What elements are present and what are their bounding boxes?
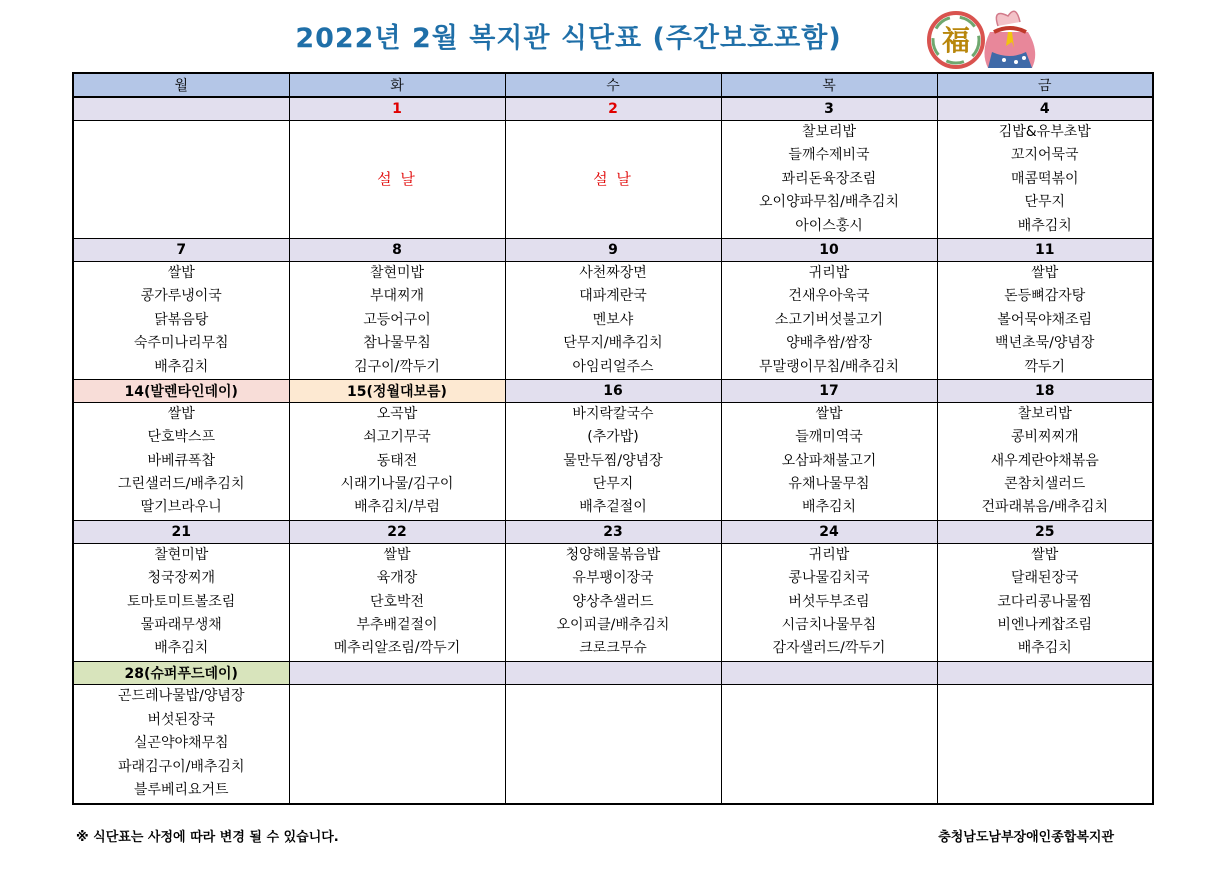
date-cell: 18 <box>937 379 1153 402</box>
menu-item: 그린샐러드/배추김치 <box>118 476 245 493</box>
menu-item: 비엔나케찹조림 <box>997 617 1093 634</box>
menu-cell <box>505 402 721 520</box>
menu-cell <box>73 121 289 239</box>
logo-character: 福 <box>941 24 971 57</box>
menu-item: 아임리얼주스 <box>572 358 654 375</box>
menu-item: 실곤약야채무침 <box>133 735 229 752</box>
page-title: 2022년 2월 복지관 식단표 (주간보호포함) <box>295 23 842 54</box>
menu-item: 쌀밥 <box>1031 546 1059 563</box>
menu-cell <box>289 261 505 379</box>
menu-item: 오이양파무침/배추김치 <box>759 194 899 211</box>
menu-item: 유채나물무침 <box>788 476 870 493</box>
date-row <box>73 379 1153 402</box>
menu-item: 토마토미트볼조림 <box>127 593 236 610</box>
menu-row <box>73 402 1153 520</box>
footnote: ※ 식단표는 사정에 따라 변경 될 수 있습니다. <box>76 830 339 845</box>
weekday-fri: 금 <box>937 73 1153 97</box>
menu-item: 귀리밥 <box>808 264 850 281</box>
menu-item: 쇠고기무국 <box>363 429 431 446</box>
menu-item: 딸기브라우니 <box>140 499 222 516</box>
weekday-thu: 목 <box>721 73 937 97</box>
menu-item: 청양해물볶음밥 <box>565 546 661 563</box>
menu-item: 건파래볶음/배추김치 <box>981 499 1108 516</box>
menu-item: 숙주미나리무침 <box>133 335 229 352</box>
menu-cell <box>289 402 505 520</box>
date-cell: 9 <box>505 238 721 261</box>
menu-item: 배추김치 <box>801 499 857 516</box>
menu-item: 참나물무침 <box>363 335 431 352</box>
menu-item: 대파계란국 <box>579 288 647 305</box>
weekday-tue: 화 <box>289 73 505 97</box>
date-cell: 16 <box>505 379 721 402</box>
menu-item: 달래된장국 <box>1010 570 1079 587</box>
menu-item: 육개장 <box>376 570 418 587</box>
menu-item: 시래기나물/김구이 <box>340 476 454 493</box>
menu-item: 코다리콩나물찜 <box>997 593 1093 610</box>
menu-cell <box>721 543 937 661</box>
date-cell: 21 <box>73 520 289 543</box>
date-cell <box>937 661 1153 684</box>
date-cell: 2 <box>505 97 721 121</box>
menu-item: 설 날 <box>593 169 633 188</box>
weekday-wed: 수 <box>505 73 721 97</box>
menu-item: 유부팽이장국 <box>572 570 654 587</box>
menu-cell <box>73 684 289 804</box>
menu-item: 동태전 <box>376 452 418 469</box>
menu-item: 바베큐폭찹 <box>147 452 216 469</box>
menu-cell <box>937 684 1153 804</box>
date-cell: 10 <box>721 238 937 261</box>
menu-item: 건새우아욱국 <box>788 288 870 305</box>
menu-item: 바지락칼국수 <box>572 405 654 422</box>
menu-item: 오삼파채불고기 <box>781 452 877 469</box>
menu-item: 단무지/배추김치 <box>563 335 663 352</box>
menu-cell <box>721 402 937 520</box>
menu-item: 매콤떡볶이 <box>1010 170 1079 187</box>
menu-item: 아이스홍시 <box>795 217 863 234</box>
menu-cell <box>505 684 721 804</box>
menu-item: 쌀밥 <box>167 405 195 422</box>
date-cell <box>721 661 937 684</box>
menu-table <box>72 72 1154 805</box>
date-cell: 7 <box>73 238 289 261</box>
menu-item: 감자샐러드/깍두기 <box>772 640 886 657</box>
menu-item: 배추겉절이 <box>579 499 647 516</box>
menu-item: 배추김치 <box>154 640 209 657</box>
date-cell: 4 <box>937 97 1153 121</box>
menu-item: 청국장찌개 <box>147 570 216 587</box>
organization-name: 충청남도남부장애인종합복지관 <box>938 830 1114 845</box>
menu-cell <box>937 402 1153 520</box>
menu-item: 돈등뼈감자탕 <box>1004 288 1086 305</box>
menu-item: 무말랭이무침/배추김치 <box>759 358 899 375</box>
menu-cell <box>721 261 937 379</box>
menu-item: 배추김치/부럼 <box>354 499 440 516</box>
menu-item: 오곡밥 <box>376 405 418 422</box>
menu-item: 귀리밥 <box>808 546 850 563</box>
menu-item: 멘보샤 <box>592 311 634 328</box>
menu-item: 들깨수제비국 <box>788 147 870 164</box>
holiday-cell <box>289 121 505 239</box>
menu-item: 블루베리요거트 <box>133 781 229 798</box>
menu-cell <box>937 121 1153 239</box>
date-cell: 3 <box>721 97 937 121</box>
date-cell: 8 <box>289 238 505 261</box>
menu-item: 고등어구이 <box>363 311 431 328</box>
menu-item: 메추리알조림/깍두기 <box>333 640 461 657</box>
menu-cell <box>937 261 1153 379</box>
menu-item: 찰현미밥 <box>369 264 425 281</box>
weekday-header-row <box>73 73 1153 97</box>
menu-item: 찰보리밥 <box>1017 405 1072 422</box>
weekday-mon: 월 <box>73 73 289 97</box>
menu-cell <box>505 543 721 661</box>
menu-item: 배추김치 <box>1017 640 1072 657</box>
menu-item: (추가밥) <box>587 429 639 446</box>
menu-cell <box>721 684 937 804</box>
date-cell <box>73 97 289 121</box>
date-cell <box>505 661 721 684</box>
menu-row <box>73 684 1153 804</box>
menu-cell <box>73 543 289 661</box>
date-cell: 22 <box>289 520 505 543</box>
menu-item: 단무지 <box>1024 194 1066 211</box>
menu-cell <box>73 261 289 379</box>
menu-item: 볼어묵야채조림 <box>997 311 1093 328</box>
menu-item: 콩비찌찌개 <box>1010 429 1079 446</box>
menu-item: 백년초묵/양념장 <box>995 335 1095 352</box>
menu-cell <box>73 402 289 520</box>
menu-row <box>73 121 1153 239</box>
menu-cell <box>289 543 505 661</box>
date-row <box>73 238 1153 261</box>
menu-item: 양배추쌈/쌈장 <box>786 335 872 352</box>
menu-item: 양상추샐러드 <box>572 593 654 610</box>
menu-cell <box>721 121 937 239</box>
menu-item: 들깨미역국 <box>795 429 863 446</box>
date-cell-valentine: 14(발렌타인데이) <box>73 379 289 402</box>
menu-item: 설 날 <box>377 169 417 188</box>
menu-item: 사천짜장면 <box>579 264 647 281</box>
date-cell-superfood: 28(슈퍼푸드데이) <box>73 661 289 684</box>
menu-cell <box>937 543 1153 661</box>
menu-item: 단무지 <box>592 476 634 493</box>
menu-item: 크로크무슈 <box>579 640 647 657</box>
date-cell: 17 <box>721 379 937 402</box>
menu-item: 꼬지어묵국 <box>1010 147 1079 164</box>
menu-item: 깍두기 <box>1024 358 1066 375</box>
date-cell: 24 <box>721 520 937 543</box>
fortune-bag-icon <box>920 2 1040 74</box>
date-row <box>73 520 1153 543</box>
menu-item: 찰현미밥 <box>154 546 209 563</box>
menu-item: 콩나물김치국 <box>788 570 870 587</box>
menu-row <box>73 261 1153 379</box>
date-cell: 25 <box>937 520 1153 543</box>
menu-item: 부대찌개 <box>369 288 425 305</box>
menu-item: 쌀밥 <box>815 405 843 422</box>
menu-item: 닭볶음탕 <box>154 311 209 328</box>
menu-item: 파래김구이/배추김치 <box>118 758 245 775</box>
menu-item: 쌀밥 <box>167 264 195 281</box>
date-cell: 1 <box>289 97 505 121</box>
menu-item: 꽈리돈육장조림 <box>781 170 877 187</box>
date-cell: 11 <box>937 238 1153 261</box>
menu-item: 찰보리밥 <box>801 124 857 140</box>
menu-item: 쌀밥 <box>383 546 411 563</box>
menu-item: 소고기버섯불고기 <box>774 311 884 328</box>
menu-cell <box>505 261 721 379</box>
menu-item: 오이피클/배추김치 <box>556 617 670 634</box>
date-cell-daeboreum: 15(정월대보름) <box>289 379 505 402</box>
date-cell <box>289 661 505 684</box>
menu-item: 배추김치 <box>154 358 209 375</box>
menu-item: 배추김치 <box>1017 217 1072 234</box>
holiday-cell <box>505 121 721 239</box>
date-row <box>73 661 1153 684</box>
menu-item: 김밥&유부초밥 <box>998 124 1091 140</box>
date-cell: 23 <box>505 520 721 543</box>
menu-item: 김구이/깍두기 <box>354 358 440 375</box>
menu-item: 단호박전 <box>369 593 425 610</box>
menu-item: 콩가루냉이국 <box>140 288 222 305</box>
menu-item: 새우계란야채볶음 <box>990 452 1099 469</box>
menu-item: 쌀밥 <box>1031 264 1059 281</box>
menu-row <box>73 543 1153 661</box>
menu-item: 버섯두부조림 <box>788 593 870 610</box>
menu-item: 시금치나물무침 <box>781 617 877 634</box>
menu-cell <box>289 684 505 804</box>
menu-item: 단호박스프 <box>147 429 216 446</box>
menu-item: 버섯된장국 <box>147 711 216 728</box>
date-row <box>73 97 1153 121</box>
menu-item: 곤드레나물밥/양념장 <box>118 688 245 705</box>
menu-item: 물만두찜/양념장 <box>563 452 663 469</box>
menu-item: 부추배겉절이 <box>356 617 438 634</box>
menu-item: 콘참치샐러드 <box>1004 476 1086 493</box>
menu-item: 물파래무생채 <box>140 617 222 634</box>
